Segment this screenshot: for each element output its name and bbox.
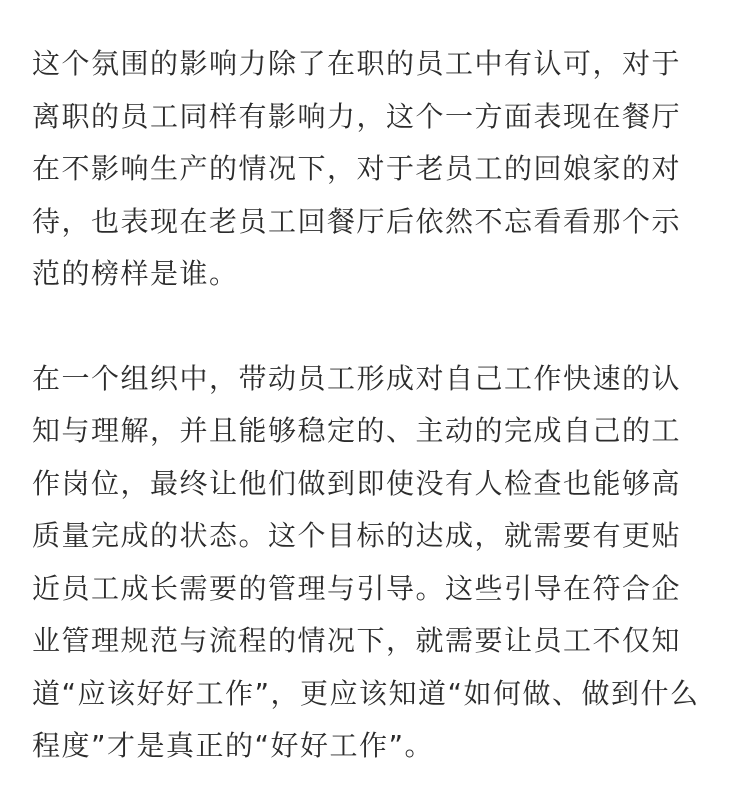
paragraph-1-line-4: 待，也表现在老员工回餐厅后依然不忘看看那个示 <box>32 204 682 238</box>
paragraph-2-line-4: 质量完成的状态。这个目标的达成，就需要有更贴 <box>32 519 682 552</box>
paragraph-2-line-6: 业管理规范与流程的情况下，就需要让员工不仅知 <box>32 624 682 657</box>
paragraph-1-line-3: 在不影响生产的情况下，对于老员工的回娘家的对 <box>32 152 682 185</box>
paragraph-spacer <box>32 301 726 353</box>
paragraph-2-line-7: 道“应该好好工作”，更应该知道“如何做、做到什么 <box>32 676 700 710</box>
paragraph-1-line-2: 离职的员工同样有影响力，这个一方面表现在餐厅 <box>32 99 682 133</box>
paragraph-2 <box>32 353 726 773</box>
paragraph-2-line-1: 在一个组织中，带动员工形成对自己工作快速的认 <box>32 361 682 395</box>
paragraph-2-line-5: 近员工成长需要的管理与引导。这些引导在符合企 <box>32 571 682 605</box>
paragraph-2-line-2: 知与理解，并且能够稳定的、主动的完成自己的工 <box>32 414 682 447</box>
paragraph-1 <box>32 38 726 301</box>
paragraph-2-line-8: 程度”才是真正的“好好工作”。 <box>32 729 435 762</box>
paragraph-1-line-5: 范的榜样是谁。 <box>32 257 239 290</box>
paragraph-2-line-3: 作岗位，最终让他们做到即使没有人检查也能够高 <box>32 466 682 500</box>
paragraph-1-line-1: 这个氛围的影响力除了在职的员工中有认可，对于 <box>32 47 682 80</box>
